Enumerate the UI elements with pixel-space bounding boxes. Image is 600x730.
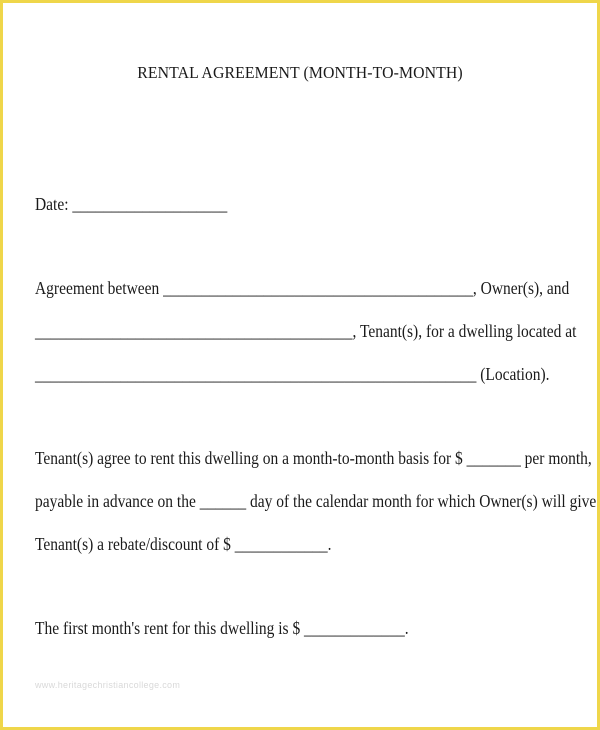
first-month-rent-line: The first month's rent for this dwelling is $ _____________. [35, 618, 409, 638]
rent-terms-line-2: payable in advance on the ______ day of the calendar month for which Owner(s) will give [35, 491, 597, 511]
watermark-text: www.heritagechristiancollege.com [35, 680, 181, 690]
agreement-location-line: _________________________________________________________ (Location). [35, 364, 550, 384]
agreement-tenant-line: _________________________________________, Tenant(s), for a dwelling located at [35, 321, 577, 341]
agreement-owner-line: Agreement between ________________________________________, Owner(s), and [35, 278, 570, 298]
rent-terms-line-3: Tenant(s) a rebate/discount of $ ____________. [35, 534, 332, 554]
document-title: RENTAL AGREEMENT (MONTH-TO-MONTH) [137, 63, 463, 82]
date-line: Date: ____________________ [35, 194, 228, 214]
rent-terms-line-1: Tenant(s) agree to rent this dwelling on a month-to-month basis for $ _______ per month, [35, 448, 592, 468]
